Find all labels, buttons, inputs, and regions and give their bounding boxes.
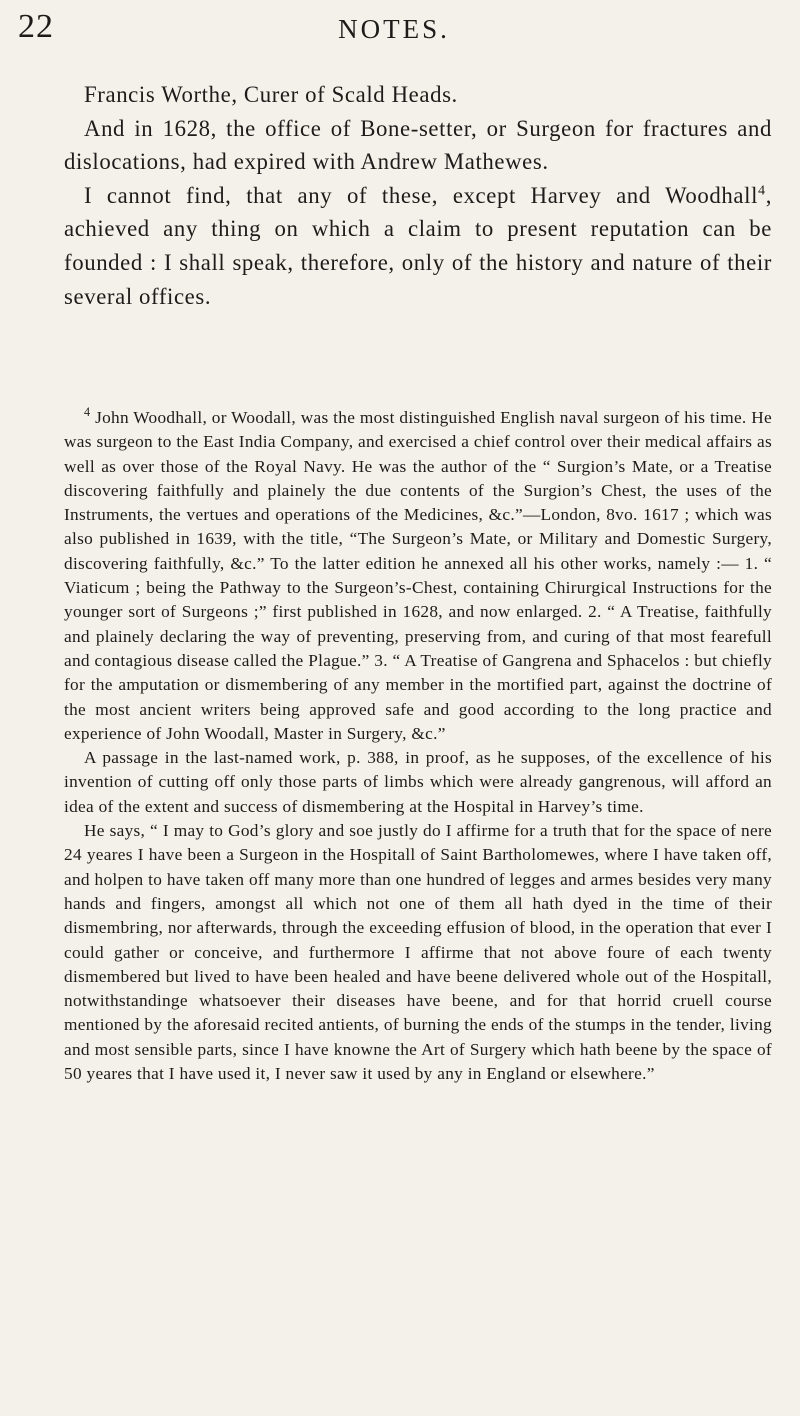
footnote-text-1: John Woodhall, or Woodall, was the most distinguished English naval surgeon of his time. He was surgeon to the East India Company, and exercised a chief control over their medical affairs as well as over those of the Royal Navy. He was the author of the “ Surgion’s Mate, or a Treatise discovering faithfully and plainely the due contents of the Surgion’s Chest, the uses of the Instruments, the vertues and operations of the Medicines, &c.”—London, 8vo. 1617 ; which was also published in 1639, with the title, “The Surgeon’s Mate, or Military and Domestic Surgery, discovering faithfully, &c.” To the latter edition he annexed all his other works, namely :— 1. “ Viaticum ; being the Pathway to the Surgeon’s-Chest, containing Chirurgical Instructions for the younger sort of Surgeons ;” first published in 1628, and now enlarged. 2. “ A Treatise, faithfully and plainely declaring the way of preventing, preserving from, and curing of that most fearefull and contagious disease called the Plague.” 3. “ A Treatise of Gangrena and Sphacelos : but chiefly for the amputation or dismembering of any member in the mortified part, against the doctrine of the most ancient writers being approved safe and good according to the long practice and experience of John Woodall, Master in Surgery, &c.” <box>64 408 772 743</box>
footnote-reference: 4 <box>758 182 766 199</box>
footnote-marker: 4 <box>84 405 91 420</box>
main-paragraph-3-start: I cannot find, that any of these, except Harvey and Woodhall <box>84 182 759 208</box>
footnote-paragraph-2: A passage in the last-named work, p. 388, in proof, as he supposes, of the excellence of his invention of cutting off only those parts of limbs which were already gangrenous, will afford an idea of the extent and success of dismembering at the Hospital in Harvey’s time. <box>64 748 772 816</box>
main-paragraph-1: Francis Worthe, Curer of Scald Heads. <box>84 82 458 107</box>
running-head: NOTES. <box>338 14 450 44</box>
main-paragraph-3 <box>64 179 772 313</box>
main-paragraph-3-end: , achieved any thing on which a claim to present reputation can be founded : I shall speak, therefore, only of the history and nature of their several offices. <box>64 182 772 309</box>
page-number: 22 <box>18 8 54 45</box>
footnote-paragraph-1 <box>64 406 772 746</box>
main-text <box>64 78 772 313</box>
page-header <box>18 8 770 52</box>
footnotes <box>64 406 772 1086</box>
footnote-paragraph-3: He says, “ I may to God’s glory and soe justly do I affirme for a truth that for the space of nere 24 yeares I have been a Surgeon in the Hospitall of Saint Bartholomewes, where I have taken off, and holpen to have taken off many more than one hundred of legges and armes besides very many hands and fingers, amongst all which not one of them all hath dyed in the time of their dismembring, nor afterwards, through the exceeding effusion of blood, in the operation that ever I could gather or conceive, and furthermore I affirme that not above foure of each twenty dismembered but lived to have been healed and have beene delivered whole out of the Hospitall, notwithstandinge whatsoever their diseases have beene, and for that horrid cruell course mentioned by the aforesaid recited antients, of burning the ends of the stumps in the tender, living and most sensible parts, since I have knowne the Art of Surgery which hath beene by the space of 50 yeares that I have used it, I never saw it used by any in England or elsewhere.” <box>64 821 772 1084</box>
main-paragraph-2: And in 1628, the office of Bone-setter, or Surgeon for fractures and dislocations, had expired with Andrew Mathewes. <box>64 115 772 175</box>
